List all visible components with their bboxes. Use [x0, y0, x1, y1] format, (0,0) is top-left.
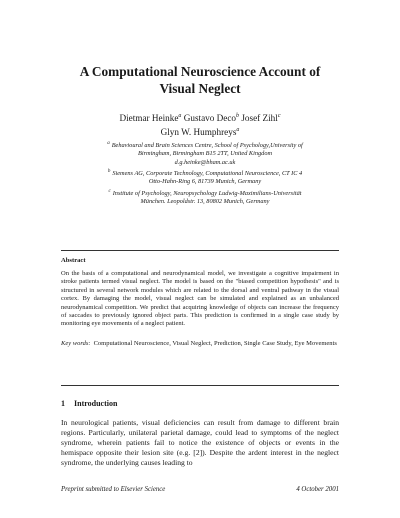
abstract-top-rule [61, 250, 339, 251]
author-name: Gustavo Deco [183, 113, 237, 124]
affiliation-line: Birmingham, Birmingham B15 2TT, United Kingdom [137, 150, 273, 158]
abstract-heading: Abstract [61, 257, 86, 264]
affiliation-line: München. Leopoldstr. 13, 80802 Munich, Germany [140, 198, 270, 206]
keywords [61, 340, 339, 348]
paper-title [30, 63, 370, 97]
author-list [30, 110, 370, 138]
abstract-text: On the basis of a computational and neurodynamical model, we investigate a cognitive impairment in stroke patients termed visual neglect. The model is based on the "biased competition hypothesis" and is structured in several network modules which are related to the dorsal and ventral pathway in the visual cortex. By damaging the model, visual neglect can be simulated and explained as an unbalanced neurodynamical competition. We predict that acquiring knowledge of objects can increase the frequency of saccades to previously ignored object parts. This prediction is confirmed in a single case study by monitoring eye movements of a neglect patient. [61, 270, 339, 328]
author-name: Glyn W. Humphreys [160, 127, 237, 138]
author-mark: a [236, 127, 240, 134]
affiliation-c [60, 188, 350, 207]
title-line-1: A Computational Neuroscience Account of [79, 64, 321, 79]
affiliation-line: Siemens AG, Corporate Technology, Computational Neuroscience, CT IC 4 [112, 170, 303, 178]
author-name: Dietmar Heinke [119, 113, 179, 124]
footer-preprint-note: Preprint submitted to Elsevier Science [61, 486, 166, 493]
author-line-2 [30, 124, 370, 138]
footer-date: 4 October 2001 [296, 486, 339, 493]
section-number: 1 [61, 399, 65, 408]
affiliation-b [60, 168, 350, 187]
author-mark: a [178, 113, 182, 119]
affiliation-line: Behavioural and Brain Sciences Centre, School of Psychology,University of [111, 142, 303, 150]
author-mark: b [236, 113, 240, 119]
affiliation-line: Otto-Hahn-Ring 6, 81739 Munich, Germany [148, 178, 262, 186]
affiliation-mark: c [108, 189, 111, 194]
keywords-label: Key words: [61, 340, 91, 347]
affiliation-mark: b [107, 169, 111, 174]
author-name: Josef Zihl [241, 113, 278, 124]
keywords-text: Computational Neuroscience, Visual Neglect, Prediction, Single Case Study, Eye Movements [93, 340, 337, 347]
abstract-bottom-rule [61, 385, 339, 386]
intro-paragraph: In neurological patients, visual deficiencies can result from damage to different brain regions. Particularly, unilateral parietal damage, could lead to symptoms of the neglect syndrome, wherein patients fail to notice the existence of objects or events in the hemispace opposite their lesion site (e.g. [2]). Despite the ardent interest in the neglect syndrome, the underlying causes leading to [61, 418, 339, 467]
author-line-1 [30, 110, 370, 124]
affiliation-email: d.g.heinke@bham.ac.uk [174, 158, 236, 166]
affiliation-a [60, 140, 350, 167]
title-line-2: Visual Neglect [159, 81, 241, 96]
affiliation-mark: a [107, 141, 110, 146]
section-heading [61, 399, 117, 408]
affiliation-line: Institute of Psychology, Neuropsychology Ludwig-Maximilians-Universität [112, 190, 302, 198]
section-title: Introduction [74, 399, 118, 408]
author-mark: c [277, 113, 281, 119]
